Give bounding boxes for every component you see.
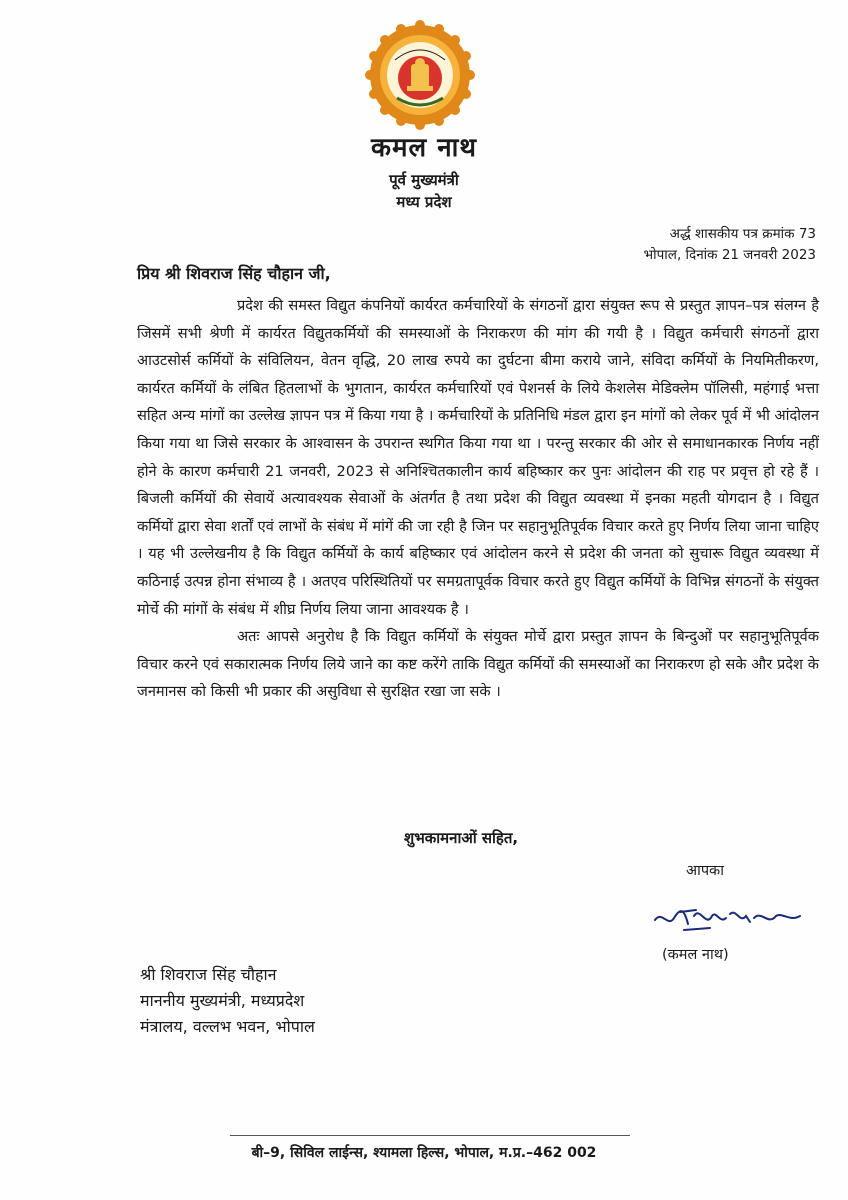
sender-designation: पूर्व मुख्यमंत्री: [389, 171, 459, 189]
closing-yours: आपका: [686, 863, 724, 879]
salutation: प्रिय श्री शिवराज सिंह चौहान जी,: [137, 264, 331, 283]
letter-reference: [644, 224, 816, 266]
letter-number: अर्द्ध शासकीय पत्र क्रमांक 73: [669, 226, 816, 242]
body-paragraph-1: प्रदेश की समस्त विद्युत कंपनियों कार्यरत कर्मचारियों के संगठनों द्वारा संयुक्त रूप से प्रस्तुत ज्ञापन–पत्र संलग्न है जिसमें सभी श्रेणी में कार्यरत विद्युतकर्मियों की समस्याओं के निराकरण की मांग की गयी है । विद्युत कर्मचारी संगठनों द्वारा आउटसोर्स कर्मियों के संविलियन, वेतन वृद्धि, 20 लाख रुपये का दुर्घटना बीमा कराये जाने, संविदा कर्मियों के नियमितीकरण, कार्यरत कर्मियों के लंबित हितलाभों के भुगतान, कार्यरत कर्मचारियों एवं पेशनर्स के लिये केशलेस मेडिक्लेम पॉलिसी, महंगाई भत्ता सहित अन्य मांगों का उल्लेख ज्ञापन पत्र में किया गया है । कर्मचारियों के प्रतिनिधि मंडल द्वारा इन मांगों को लेकर पूर्व में भी आंदोलन किया गया था जिसे सरकार के आश्वासन के उपरान्त स्थगित किया गया था । परन्तु सरकार की ओर से समाधानकारक निर्णय नहीं होने के कारण कर्मचारी 21 जनवरी, 2023 से अनिश्चितकालीन कार्य बहिष्कार कर पुनः आंदोलन की राह पर प्रवृत्त हो रहे हैं । बिजली कर्मियों की सेवायें अत्यावश्यक सेवाओं के अंतर्गत है तथा प्रदेश की विद्युत व्यवस्था में इनका महती योगदान है । विद्युत कर्मियों द्वारा सेवा शर्तों एवं लाभों के संबंध में मांगें की जा रही है जिन पर सहानुभूतिपूर्वक विचार करते हुए निर्णय लिया जाना चाहिए । यह भी उल्लेखनीय है कि विद्युत कर्मियों के कार्य बहिष्कार एवं आंदोलन करने से प्रदेश की जनता को सुचारू विद्युत व्यवस्था में कठिनाई उत्पन्न होना संभाव्य है । अतएव परिस्थितियों पर समग्रतापूर्वक विचार करते हुए विद्युत कर्मियों के विभिन्न संगठनों के संयुक्त मोर्चे की मांगों के संबंध में शीघ्र निर्णय लिया जाना आवश्यक है ।: [137, 297, 819, 618]
recipient-address: मंत्रालय, वल्लभ भवन, भोपाल: [140, 1017, 315, 1036]
sender-name: कमल नाथ: [371, 133, 477, 163]
body-paragraph-2: अतः आपसे अनुरोध है कि विद्युत कर्मियों के संयुक्त मोर्चे द्वारा प्रस्तुत ज्ञापन के बिन्दुओं पर सहानुभूतिपूर्वक विचार करने एवं सकारात्मक निर्णय लिये जाने का कष्ट करेंगे ताकि विद्युत कर्मियों की समस्याओं का निराकरण हो सके और प्रदेश के जनमानस को किसी भी प्रकार की असुविधा से सुरक्षित रखा जा सके ।: [137, 628, 819, 701]
sender-state: मध्य प्रदेश: [396, 193, 452, 211]
letter-place-date: भोपाल, दिनांक 21 जनवरी 2023: [643, 247, 816, 263]
signature-icon: [650, 898, 810, 948]
signatory-name: (कमल नाथ): [662, 947, 729, 963]
closing-wishes: शुभकामनाओं सहित,: [404, 829, 519, 847]
letter-body: [137, 292, 819, 706]
recipient-name: श्री शिवराज सिंह चौहान: [140, 965, 277, 984]
footer-address: बी–9, सिविल लाईन्स, श्यामला हिल्स, भोपाल, म.प्र.–462 002: [251, 1145, 597, 1161]
recipient-title: माननीय मुख्यमंत्री, मध्यप्रदेश: [140, 991, 305, 1010]
mp-government-emblem-icon: [365, 20, 475, 130]
recipient-block: [140, 962, 315, 1040]
footer-divider: [230, 1135, 630, 1136]
